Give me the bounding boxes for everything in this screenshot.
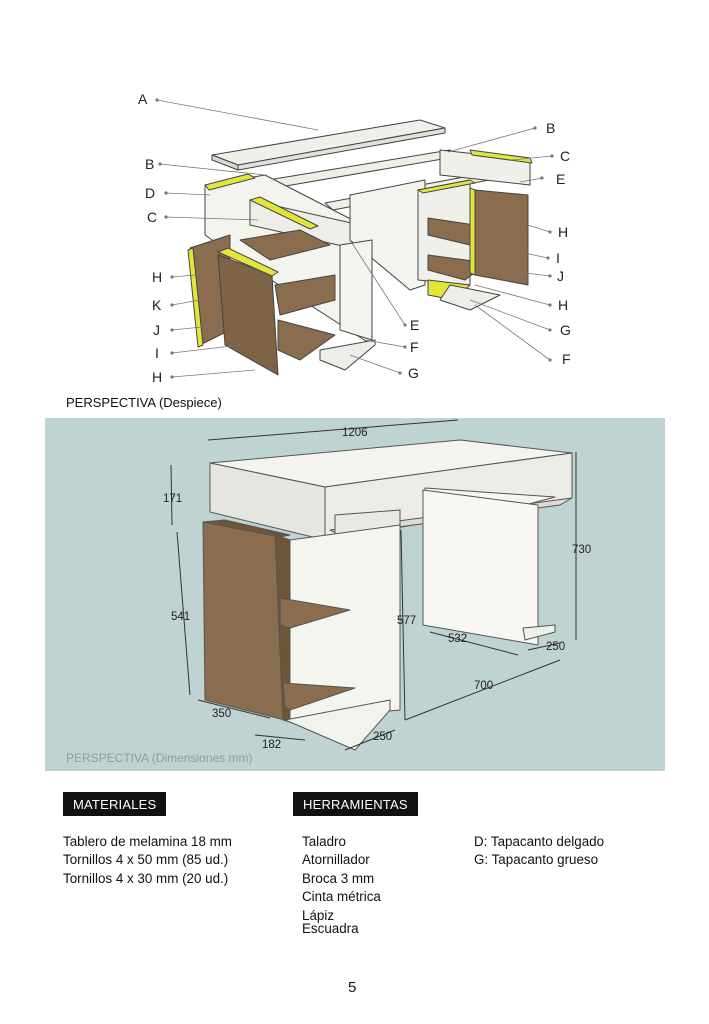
label-i: I xyxy=(155,345,159,361)
list-item: Tablero de melamina 18 mm xyxy=(63,834,232,849)
dim-250-left: 250 xyxy=(373,731,393,743)
label-e: E xyxy=(556,171,566,187)
label-h: H xyxy=(558,297,569,313)
dim-350: 350 xyxy=(212,708,232,720)
list-item: G: Tapacanto grueso xyxy=(474,852,599,868)
label-c: C xyxy=(147,209,158,225)
list-item: Tornillos 4 x 30 mm (20 ud.) xyxy=(63,870,229,886)
label-h: H xyxy=(152,369,163,385)
list-item: Escuadra xyxy=(302,921,359,937)
dimensions-diagram xyxy=(45,418,665,771)
part-left-divider xyxy=(340,240,372,340)
list-item: Lápiz xyxy=(302,908,335,924)
label-i: I xyxy=(556,250,560,266)
list-item: Cinta métrica xyxy=(302,888,381,904)
label-c: C xyxy=(560,148,571,164)
label-d: D xyxy=(145,185,156,201)
list-item: Taladro xyxy=(302,834,346,849)
label-f: F xyxy=(410,339,419,355)
label-f: F xyxy=(562,351,571,367)
label-a: A xyxy=(138,91,148,107)
dim-171: 171 xyxy=(163,493,183,505)
dim-541: 541 xyxy=(171,611,191,623)
tools-header: HERRAMIENTAS xyxy=(293,792,418,816)
dim-532: 532 xyxy=(448,633,468,645)
label-j: J xyxy=(153,322,160,338)
dim-700: 700 xyxy=(474,680,494,692)
part-g-right-base xyxy=(440,285,500,310)
dim-250-right: 250 xyxy=(546,641,566,653)
label-e: E xyxy=(410,317,420,333)
label-g: G xyxy=(560,322,571,338)
label-h: H xyxy=(152,269,163,285)
dimensions-panel xyxy=(45,418,665,771)
list-item: Atornillador xyxy=(302,852,370,868)
exploded-view-diagram xyxy=(0,80,709,390)
label-b: B xyxy=(145,156,155,172)
list-item: Tornillos 4 x 50 mm (85 ud.) xyxy=(63,852,229,868)
dimensions-caption: PERSPECTIVA (Dimensiones mm) xyxy=(66,751,253,765)
list-item: Broca 3 mm xyxy=(302,870,375,886)
page-number: 5 xyxy=(348,979,357,996)
exploded-caption: PERSPECTIVA (Despiece) xyxy=(66,395,222,410)
legend-list xyxy=(474,833,604,870)
dim-1206: 1206 xyxy=(342,427,368,439)
list-item: D: Tapacanto delgado xyxy=(474,834,605,849)
dim-577: 577 xyxy=(397,615,417,627)
tools-list xyxy=(302,833,381,936)
materials-header: MATERIALES xyxy=(63,792,166,816)
label-g: G xyxy=(408,365,419,381)
dim-182: 182 xyxy=(262,739,282,751)
part-i-right-door xyxy=(475,190,528,285)
desk-right-pedestal xyxy=(423,490,538,645)
label-j: J xyxy=(557,268,564,284)
materials-list xyxy=(63,833,232,888)
desk-left-wood-side xyxy=(203,522,285,720)
dim-730: 730 xyxy=(572,544,592,556)
label-h: H xyxy=(558,224,569,240)
part-f-left-base xyxy=(320,340,375,370)
label-k: K xyxy=(152,297,162,313)
label-b: B xyxy=(546,120,556,136)
